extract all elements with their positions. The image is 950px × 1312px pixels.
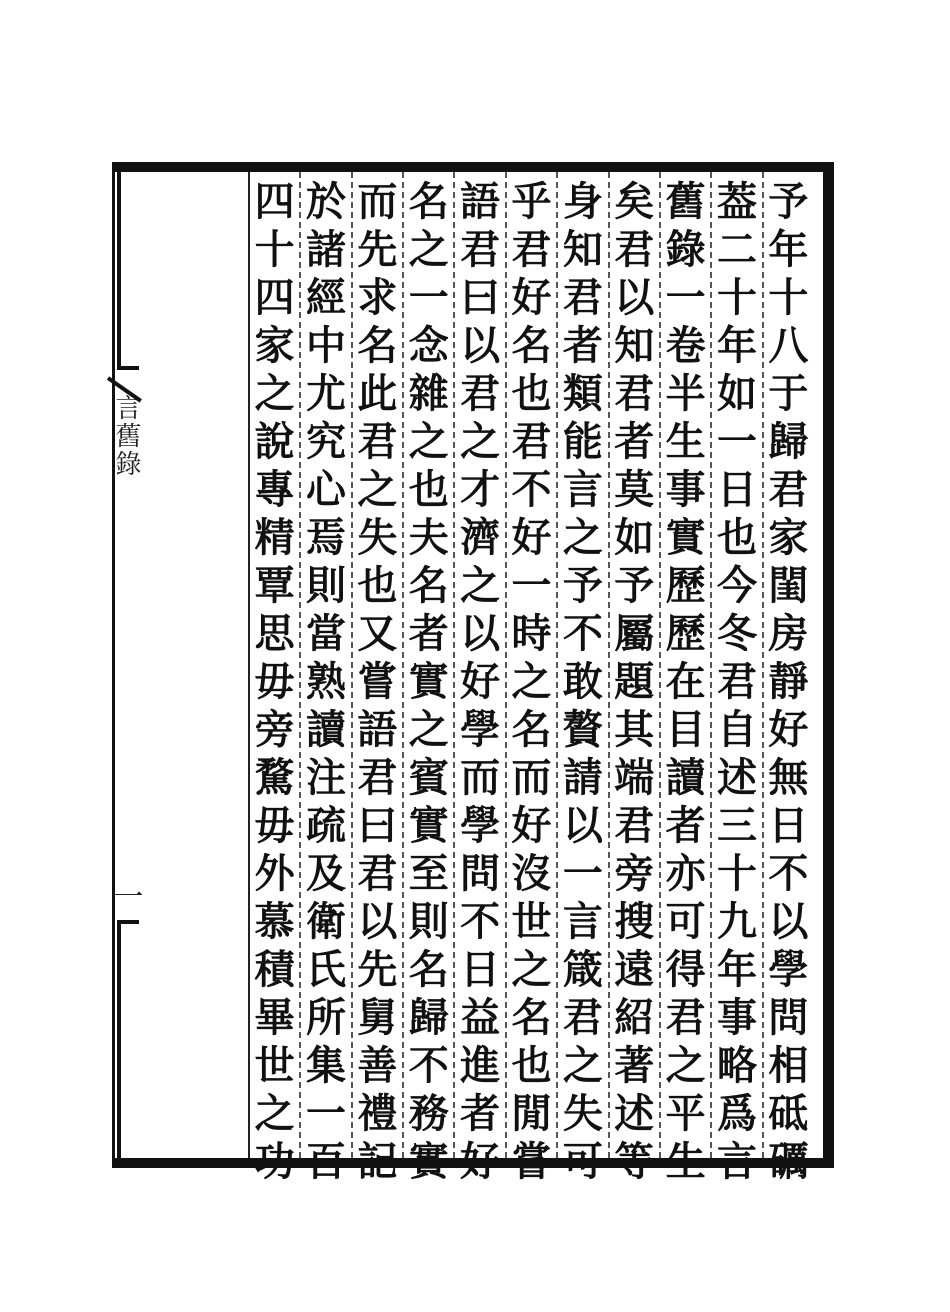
text-column — [710, 172, 761, 1185]
text-char: 八 — [768, 322, 809, 369]
text-char: 十 — [716, 850, 757, 897]
text-char: 能 — [562, 418, 603, 465]
text-char: 念 — [408, 322, 449, 369]
text-char: 之 — [408, 706, 449, 753]
text-char: 失 — [562, 1090, 603, 1137]
text-char: 於 — [305, 178, 346, 225]
text-char: 以 — [460, 610, 501, 657]
text-char: 失 — [357, 514, 398, 561]
text-char: 生 — [665, 418, 706, 465]
text-char: 精 — [254, 514, 295, 561]
text-char: 事 — [716, 994, 757, 1041]
text-char: 君 — [665, 994, 706, 1041]
text-char: 百 — [305, 1138, 346, 1185]
text-char: 年 — [716, 946, 757, 993]
text-char: 端 — [614, 754, 655, 801]
text-column — [453, 172, 504, 1185]
text-char: 騖 — [254, 754, 295, 801]
text-char: 當 — [305, 610, 346, 657]
text-char: 莫 — [614, 466, 655, 513]
text-char: 及 — [305, 850, 346, 897]
text-char: 濟 — [460, 514, 501, 561]
text-char: 之 — [511, 658, 552, 705]
text-char: 嘗 — [357, 658, 398, 705]
text-char: 之 — [460, 562, 501, 609]
text-char: 紹 — [614, 994, 655, 1041]
text-char: 年 — [768, 226, 809, 273]
text-char: 者 — [408, 610, 449, 657]
text-char: 好 — [511, 514, 552, 561]
text-char: 而 — [460, 754, 501, 801]
text-char: 題 — [614, 658, 655, 705]
text-char: 予 — [768, 178, 809, 225]
text-char: 名 — [408, 178, 449, 225]
text-char: 錄 — [665, 226, 706, 273]
text-char: 君 — [357, 418, 398, 465]
text-char: 贅 — [562, 706, 603, 753]
text-char: 語 — [357, 706, 398, 753]
text-char: 實 — [408, 802, 449, 849]
text-char: 務 — [408, 1090, 449, 1137]
text-char: 搜 — [614, 898, 655, 945]
text-column — [299, 172, 350, 1185]
text-char: 今 — [716, 562, 757, 609]
text-column — [248, 172, 299, 1185]
text-char: 名 — [511, 994, 552, 1041]
text-char: 亦 — [665, 850, 706, 897]
text-char: 家 — [768, 514, 809, 561]
text-char: 實 — [408, 658, 449, 705]
text-char: 君 — [562, 994, 603, 1041]
text-char: 讀 — [665, 754, 706, 801]
text-char: 舅 — [357, 994, 398, 1041]
text-char: 先 — [357, 226, 398, 273]
text-char: 身 — [562, 178, 603, 225]
text-char: 爲 — [716, 1090, 757, 1137]
text-char: 雜 — [408, 370, 449, 417]
text-column — [505, 172, 556, 1185]
book-title: 言舊錄 — [111, 394, 141, 478]
text-char: 之 — [408, 418, 449, 465]
text-char: 箴 — [562, 946, 603, 993]
text-char: 好 — [768, 706, 809, 753]
text-char: 記 — [357, 1138, 398, 1185]
text-char: 請 — [562, 754, 603, 801]
text-char: 而 — [511, 754, 552, 801]
text-char: 也 — [408, 466, 449, 513]
text-char: 平 — [665, 1090, 706, 1137]
text-char: 略 — [716, 1042, 757, 1089]
text-char: 以 — [614, 274, 655, 321]
text-char: 旁 — [614, 850, 655, 897]
text-char: 積 — [254, 946, 295, 993]
text-char: 好 — [511, 274, 552, 321]
text-char: 學 — [460, 802, 501, 849]
text-char: 君 — [460, 226, 501, 273]
text-char: 自 — [716, 706, 757, 753]
text-char: 諸 — [305, 226, 346, 273]
text-char: 君 — [562, 274, 603, 321]
text-char: 著 — [614, 1042, 655, 1089]
text-char: 之 — [511, 946, 552, 993]
text-char: 十 — [768, 274, 809, 321]
text-char: 注 — [305, 754, 346, 801]
text-char: 毋 — [254, 658, 295, 705]
text-char: 賓 — [408, 754, 449, 801]
text-char: 知 — [562, 226, 603, 273]
text-char: 也 — [511, 1042, 552, 1089]
text-char: 歸 — [408, 994, 449, 1041]
text-char: 功 — [254, 1138, 295, 1185]
text-char: 沒 — [511, 850, 552, 897]
text-char: 焉 — [305, 514, 346, 561]
text-char: 實 — [665, 514, 706, 561]
text-char: 十 — [254, 226, 295, 273]
text-char: 之 — [562, 1042, 603, 1089]
text-char: 言 — [562, 898, 603, 945]
text-char: 年 — [716, 322, 757, 369]
text-char: 者 — [614, 418, 655, 465]
text-char: 屬 — [614, 610, 655, 657]
text-char: 事 — [665, 466, 706, 513]
text-char: 之 — [665, 1042, 706, 1089]
text-char: 而 — [357, 178, 398, 225]
text-char: 至 — [408, 850, 449, 897]
text-char: 不 — [460, 898, 501, 945]
text-char: 尤 — [305, 370, 346, 417]
text-char: 覃 — [254, 562, 295, 609]
text-char: 嘗 — [511, 1138, 552, 1185]
text-char: 益 — [460, 994, 501, 1041]
text-char: 三 — [716, 802, 757, 849]
text-char: 以 — [562, 802, 603, 849]
text-char: 一 — [716, 418, 757, 465]
text-char: 所 — [305, 994, 346, 1041]
text-char: 之 — [408, 226, 449, 273]
text-char: 可 — [562, 1138, 603, 1185]
text-char: 集 — [305, 1042, 346, 1089]
page-number: 一 — [113, 880, 144, 915]
text-char: 一 — [665, 274, 706, 321]
text-char: 君 — [614, 226, 655, 273]
text-char: 求 — [357, 274, 398, 321]
text-char: 一 — [408, 274, 449, 321]
text-char: 述 — [614, 1090, 655, 1137]
text-char: 日 — [768, 802, 809, 849]
text-char: 葢 — [716, 178, 757, 225]
text-char: 閒 — [511, 1090, 552, 1137]
text-char: 毋 — [254, 802, 295, 849]
text-char: 歷 — [665, 562, 706, 609]
text-char: 之 — [357, 466, 398, 513]
text-char: 名 — [511, 706, 552, 753]
text-char: 名 — [408, 562, 449, 609]
text-char: 心 — [305, 466, 346, 513]
text-char: 疏 — [305, 802, 346, 849]
text-char: 君 — [614, 802, 655, 849]
text-char: 君 — [511, 226, 552, 273]
text-char: 不 — [768, 850, 809, 897]
text-char: 一 — [305, 1090, 346, 1137]
text-char: 君 — [460, 370, 501, 417]
text-column — [556, 172, 607, 1185]
text-char: 究 — [305, 418, 346, 465]
text-char: 矣 — [614, 178, 655, 225]
text-char: 好 — [460, 1138, 501, 1185]
text-char: 也 — [511, 370, 552, 417]
text-char: 之 — [254, 1090, 295, 1137]
text-char: 也 — [716, 514, 757, 561]
text-char: 慕 — [254, 898, 295, 945]
text-char: 敢 — [562, 658, 603, 705]
text-char: 言 — [562, 466, 603, 513]
text-char: 世 — [511, 898, 552, 945]
text-char: 半 — [665, 370, 706, 417]
text-char: 九 — [716, 898, 757, 945]
text-column — [659, 172, 710, 1185]
text-char: 四 — [254, 274, 295, 321]
text-char: 冬 — [716, 610, 757, 657]
text-char: 類 — [562, 370, 603, 417]
text-char: 學 — [460, 706, 501, 753]
text-char: 靜 — [768, 658, 809, 705]
text-char: 房 — [768, 610, 809, 657]
text-char: 說 — [254, 418, 295, 465]
text-char: 學 — [768, 946, 809, 993]
text-char: 此 — [357, 370, 398, 417]
text-char: 之 — [460, 418, 501, 465]
text-char: 中 — [305, 322, 346, 369]
text-char: 礪 — [768, 1138, 809, 1185]
text-char: 不 — [408, 1042, 449, 1089]
text-char: 專 — [254, 466, 295, 513]
text-char: 不 — [511, 466, 552, 513]
text-char: 在 — [665, 658, 706, 705]
text-char: 者 — [562, 322, 603, 369]
text-char: 讀 — [305, 706, 346, 753]
text-char: 砥 — [768, 1090, 809, 1137]
fish-tail-top-mark — [117, 172, 139, 370]
text-char: 可 — [665, 898, 706, 945]
text-char: 得 — [665, 946, 706, 993]
text-char: 者 — [665, 802, 706, 849]
text-column — [402, 172, 453, 1185]
text-char: 之 — [562, 514, 603, 561]
text-char: 君 — [357, 754, 398, 801]
text-column — [351, 172, 402, 1185]
text-char: 好 — [511, 802, 552, 849]
text-char: 先 — [357, 946, 398, 993]
text-char: 君 — [614, 370, 655, 417]
text-char: 舊 — [665, 178, 706, 225]
text-char: 日 — [460, 946, 501, 993]
text-char: 家 — [254, 322, 295, 369]
text-char: 一 — [511, 562, 552, 609]
text-char: 無 — [768, 754, 809, 801]
text-char: 其 — [614, 706, 655, 753]
text-char: 經 — [305, 274, 346, 321]
text-column — [762, 172, 813, 1185]
text-char: 者 — [460, 1090, 501, 1137]
text-char: 等 — [614, 1138, 655, 1185]
text-char: 不 — [562, 610, 603, 657]
text-char: 名 — [511, 322, 552, 369]
text-column — [608, 172, 659, 1185]
text-char: 氏 — [305, 946, 346, 993]
text-char: 則 — [305, 562, 346, 609]
text-char: 歸 — [768, 418, 809, 465]
text-char: 時 — [511, 610, 552, 657]
text-char: 之 — [254, 370, 295, 417]
text-char: 卷 — [665, 322, 706, 369]
text-char: 夫 — [408, 514, 449, 561]
text-char: 問 — [768, 994, 809, 1041]
text-char: 十 — [716, 274, 757, 321]
text-char: 四 — [254, 178, 295, 225]
text-char: 歷 — [665, 610, 706, 657]
text-char: 問 — [460, 850, 501, 897]
text-char: 才 — [460, 466, 501, 513]
text-char: 好 — [460, 658, 501, 705]
text-char: 語 — [460, 178, 501, 225]
text-char: 曰 — [460, 274, 501, 321]
text-char: 如 — [716, 370, 757, 417]
text-char: 也 — [357, 562, 398, 609]
text-char: 衛 — [305, 898, 346, 945]
fish-tail-bottom-mark — [117, 920, 139, 1158]
text-char: 外 — [254, 850, 295, 897]
text-char: 述 — [716, 754, 757, 801]
text-char: 予 — [614, 562, 655, 609]
text-char: 知 — [614, 322, 655, 369]
text-char: 二 — [716, 226, 757, 273]
text-char: 閨 — [768, 562, 809, 609]
text-char: 如 — [614, 514, 655, 561]
text-char: 曰 — [357, 802, 398, 849]
text-char: 遠 — [614, 946, 655, 993]
text-char: 相 — [768, 1042, 809, 1089]
text-char: 予 — [562, 562, 603, 609]
text-char: 生 — [665, 1138, 706, 1185]
text-char: 君 — [511, 418, 552, 465]
text-char: 以 — [768, 898, 809, 945]
text-char: 君 — [768, 466, 809, 513]
text-char: 思 — [254, 610, 295, 657]
text-char: 實 — [408, 1138, 449, 1185]
text-char: 一 — [562, 850, 603, 897]
text-char: 以 — [460, 322, 501, 369]
text-char: 又 — [357, 610, 398, 657]
text-char: 君 — [716, 658, 757, 705]
text-char: 旁 — [254, 706, 295, 753]
fore-edge-column — [112, 172, 145, 1158]
text-char: 目 — [665, 706, 706, 753]
text-char: 禮 — [357, 1090, 398, 1137]
text-char: 世 — [254, 1042, 295, 1089]
text-char: 名 — [357, 322, 398, 369]
text-char: 熟 — [305, 658, 346, 705]
text-char: 于 — [768, 370, 809, 417]
text-char: 以 — [357, 898, 398, 945]
text-char: 則 — [408, 898, 449, 945]
text-char: 善 — [357, 1042, 398, 1089]
text-columns — [145, 172, 813, 1185]
text-char: 君 — [357, 850, 398, 897]
text-char: 乎 — [511, 178, 552, 225]
text-char: 畢 — [254, 994, 295, 1041]
text-char: 言 — [716, 1138, 757, 1185]
text-char: 日 — [716, 466, 757, 513]
text-char: 名 — [408, 946, 449, 993]
text-char: 進 — [460, 1042, 501, 1089]
